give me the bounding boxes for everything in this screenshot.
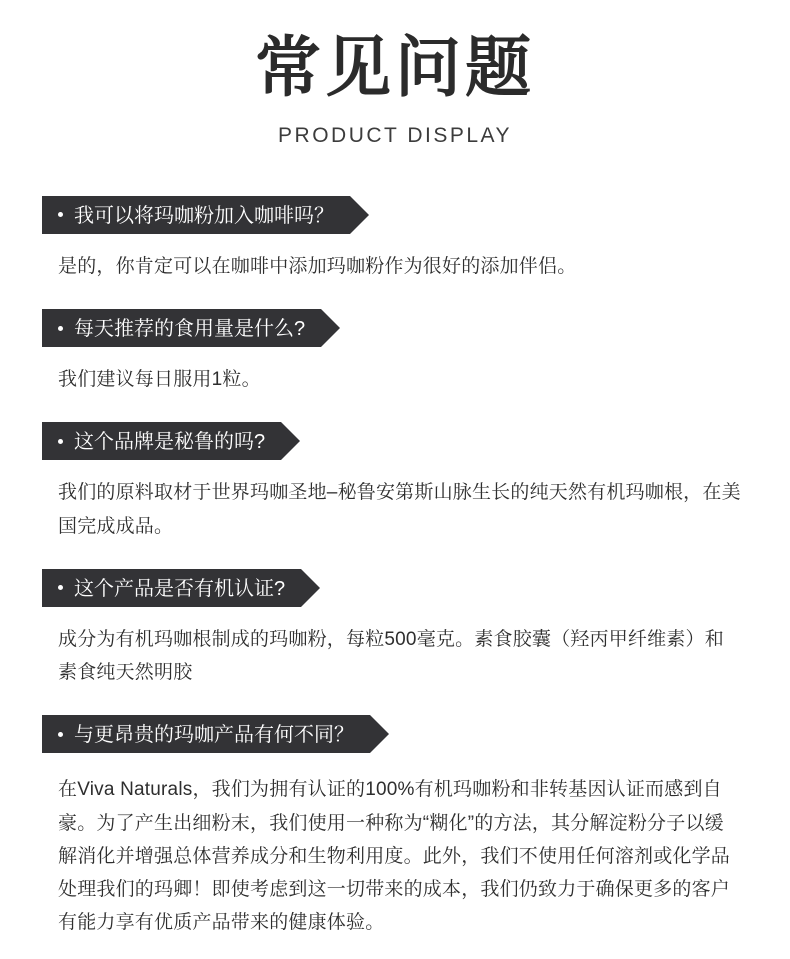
spacer <box>42 295 748 309</box>
bullet-icon <box>58 326 63 331</box>
faq-question-banner <box>42 715 370 753</box>
faq-question-banner <box>42 196 350 234</box>
faq-question-banner <box>42 309 321 347</box>
spacer <box>42 555 748 569</box>
spacer <box>42 408 748 422</box>
arrow-right-icon <box>370 715 389 753</box>
arrow-right-icon <box>350 196 369 234</box>
spacer <box>42 701 748 715</box>
faq-question <box>42 422 281 460</box>
faq-list <box>0 196 790 940</box>
faq-answer: 在Viva Naturals，我们为拥有认证的100%有机玛咖粉和非转基因认证而感到自豪。为了产生出细粉末，我们使用一种称为“糊化”的方法，其分解淀粉分子以缓解消化并增强总体营养成分和生物利用度。此外，我们不使用任何溶剂或化学品处理我们的玛卿！即使考虑到这一切带来的成本，我们仍致力于确保更多的客户有能力享有优质产品带来的健康体验。 <box>58 779 731 934</box>
page-title: 常见问题 <box>255 30 535 104</box>
faq-question <box>42 196 350 234</box>
page-header <box>0 0 790 148</box>
faq-question <box>42 569 301 607</box>
faq-item <box>42 422 748 543</box>
faq-item <box>42 196 748 283</box>
faq-question-text: 与更昂贵的玛咖产品有何不同？ <box>74 724 354 747</box>
page-subtitle: PRODUCT DISPLAY <box>278 123 512 147</box>
faq-question-text: 我可以将玛咖粉加入咖啡吗？ <box>74 204 334 227</box>
bullet-icon <box>58 732 63 737</box>
bullet-icon <box>58 439 63 444</box>
arrow-right-icon <box>281 422 300 460</box>
arrow-right-icon <box>321 309 340 347</box>
faq-item <box>42 569 748 690</box>
faq-question-text: 这个产品是否有机认证? <box>74 577 286 600</box>
arrow-right-icon <box>301 569 320 607</box>
faq-question-text: 这个品牌是秘鲁的吗? <box>74 431 266 454</box>
faq-question-banner <box>42 569 301 607</box>
faq-question <box>42 715 370 753</box>
faq-answer: 我们建议每日服用1粒。 <box>58 369 261 391</box>
faq-question <box>42 309 321 347</box>
bullet-icon <box>58 212 63 217</box>
faq-answer: 是的，你肯定可以在咖啡中添加玛咖粉作为很好的添加伴侣。 <box>58 255 577 277</box>
bullet-icon <box>58 585 63 590</box>
faq-item <box>42 309 748 396</box>
faq-question-text: 每天推荐的食用量是什么? <box>74 318 306 341</box>
faq-item <box>42 715 748 939</box>
faq-answer: 我们的原料取材于世界玛咖圣地–秘鲁安第斯山脉生长的纯天然有机玛咖根，在美国完成成品。 <box>58 482 741 537</box>
faq-answer: 成分为有机玛咖根制成的玛咖粉，每粒500毫克。素食胶囊（羟丙甲纤维素）和素食纯天然明胶 <box>58 628 724 684</box>
faq-question-banner <box>42 422 281 460</box>
